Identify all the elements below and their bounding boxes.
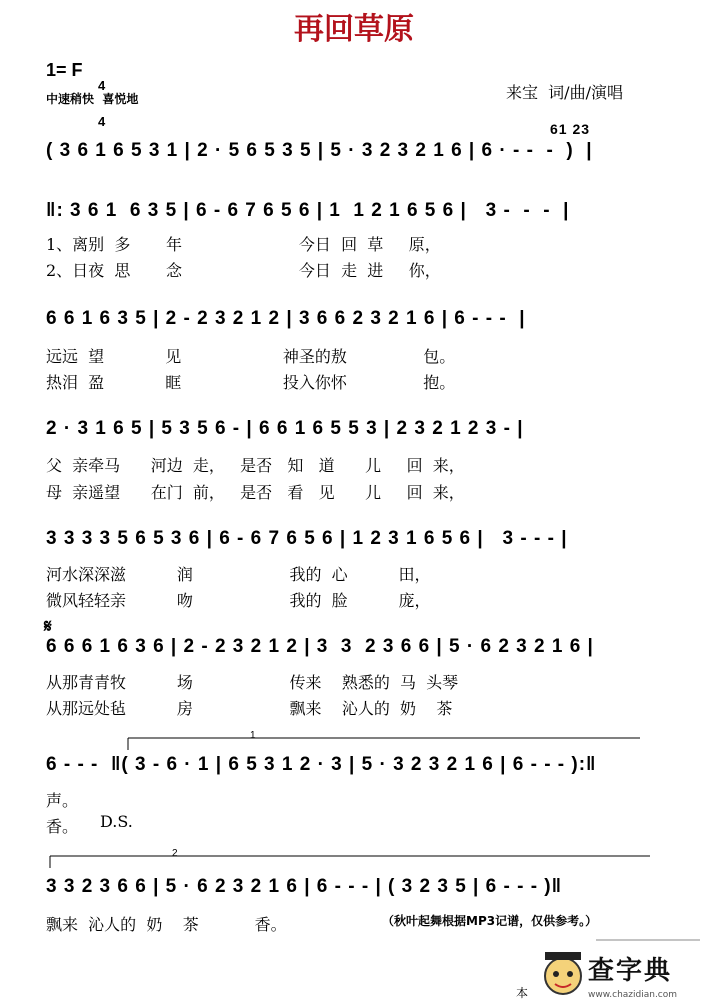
page-mark: 本 [516, 986, 529, 1000]
lyric-row-5a: 河水深深滋 润 我的 心 田， [46, 565, 431, 584]
lyric-row-6b: 从那远处毡 房 飘来 沁人的 奶 茶 [46, 699, 453, 718]
logo-url: www.chazidian.com [588, 990, 678, 1000]
page-title: 再回草原 [294, 12, 414, 47]
lyric-row-7a: 声。 [46, 791, 79, 810]
lyric-row-2b: 2、日夜 思 念 今日 走 进 你， [46, 261, 441, 280]
notation-row-5: 3 3 3 3 5 6 5 3 6 | 6 - 6 7 6 5 6 | 1 2 3 1 6 5 6 | 3 - - - | [46, 528, 568, 549]
tempo-marking: 中速稍快 喜悦地 [46, 92, 139, 106]
lyric-row-3a: 远远 望 见 神圣的敖 包。 [46, 347, 456, 366]
mascot-icon [538, 946, 588, 1004]
notation-row-3: 6 6 1 6 3 5 | 2 - 2 3 2 1 2 | 3 6 6 2 3 2 1 6 | 6 - - - | [46, 308, 526, 329]
grace-notes: 61 23 [550, 121, 591, 137]
lyric-row-4a: 父 亲牵马 河边 走， 是否 知 道 儿 回 来， [46, 456, 465, 475]
lyric-row-2a: 1、离别 多 年 今日 回 草 原， [46, 235, 441, 254]
meter-bottom: 4 [98, 114, 106, 129]
meter-top: 4 [98, 78, 106, 93]
key-signature: 1= F [46, 60, 83, 80]
volta-1-number: 1 [250, 730, 256, 741]
dal-segno: D.S. [100, 812, 133, 831]
notation-row-7: 6 - - - ‖( 3 - 6 · 1 | 6 5 3 1 2 · 3 | 5 · 3 2 3 2 1 6 | 6 - - - ):‖ [46, 754, 597, 775]
lyric-row-5b: 微风轻轻亲 吻 我的 脸 庞， [46, 591, 431, 610]
lyric-row-8a: 飘来 沁人的 奶 茶 香。 [46, 915, 287, 934]
notation-row-4: 2 · 3 1 6 5 | 5 3 5 6 - | 6 6 1 6 5 5 3 | 2 3 2 1 2 3 - | [46, 418, 524, 439]
lyric-row-4b: 母 亲遥望 在门 前， 是否 看 见 儿 回 来， [46, 483, 465, 502]
notation-row-2: ‖: 3 6 1 6 3 5 | 6 - 6 7 6 5 6 | 1 1 2 1 6 5 6 | 3 - - - | [46, 200, 570, 221]
lyric-row-6a: 从那青青牧 场 传来 熟悉的 马 头琴 [46, 673, 459, 692]
credit: 来宝 词/曲/演唱 [506, 83, 623, 102]
notation-row-1: ( 3 6 1 6 5 3 1 | 2 · 5 6 5 3 5 | 5 · 3 2 3 2 1 6 | 6 · - - - ) | [46, 140, 593, 161]
notation-row-8: 3 3 2 3 6 6 | 5 · 6 2 3 2 1 6 | 6 - - - | ( 3 2 3 5 | 6 - - - )‖ [46, 876, 563, 897]
segno-sign: 𝄋 [44, 616, 52, 637]
lyric-row-3b: 热泪 盈 眶 投入你怀 抱。 [46, 373, 456, 392]
lyric-row-7b: 香。 [46, 817, 79, 836]
footnote: （秋叶起舞根据MP3记谱，仅供参考。） [382, 914, 598, 928]
notation-row-6: 6 6 6 1 6 3 6 | 2 - 2 3 2 1 2 | 3 3 2 3 6 6 | 5 · 6 2 3 2 1 6 | [46, 636, 594, 657]
volta-2-number: 2 [172, 848, 178, 859]
logo-name: 查字典 [588, 956, 673, 986]
